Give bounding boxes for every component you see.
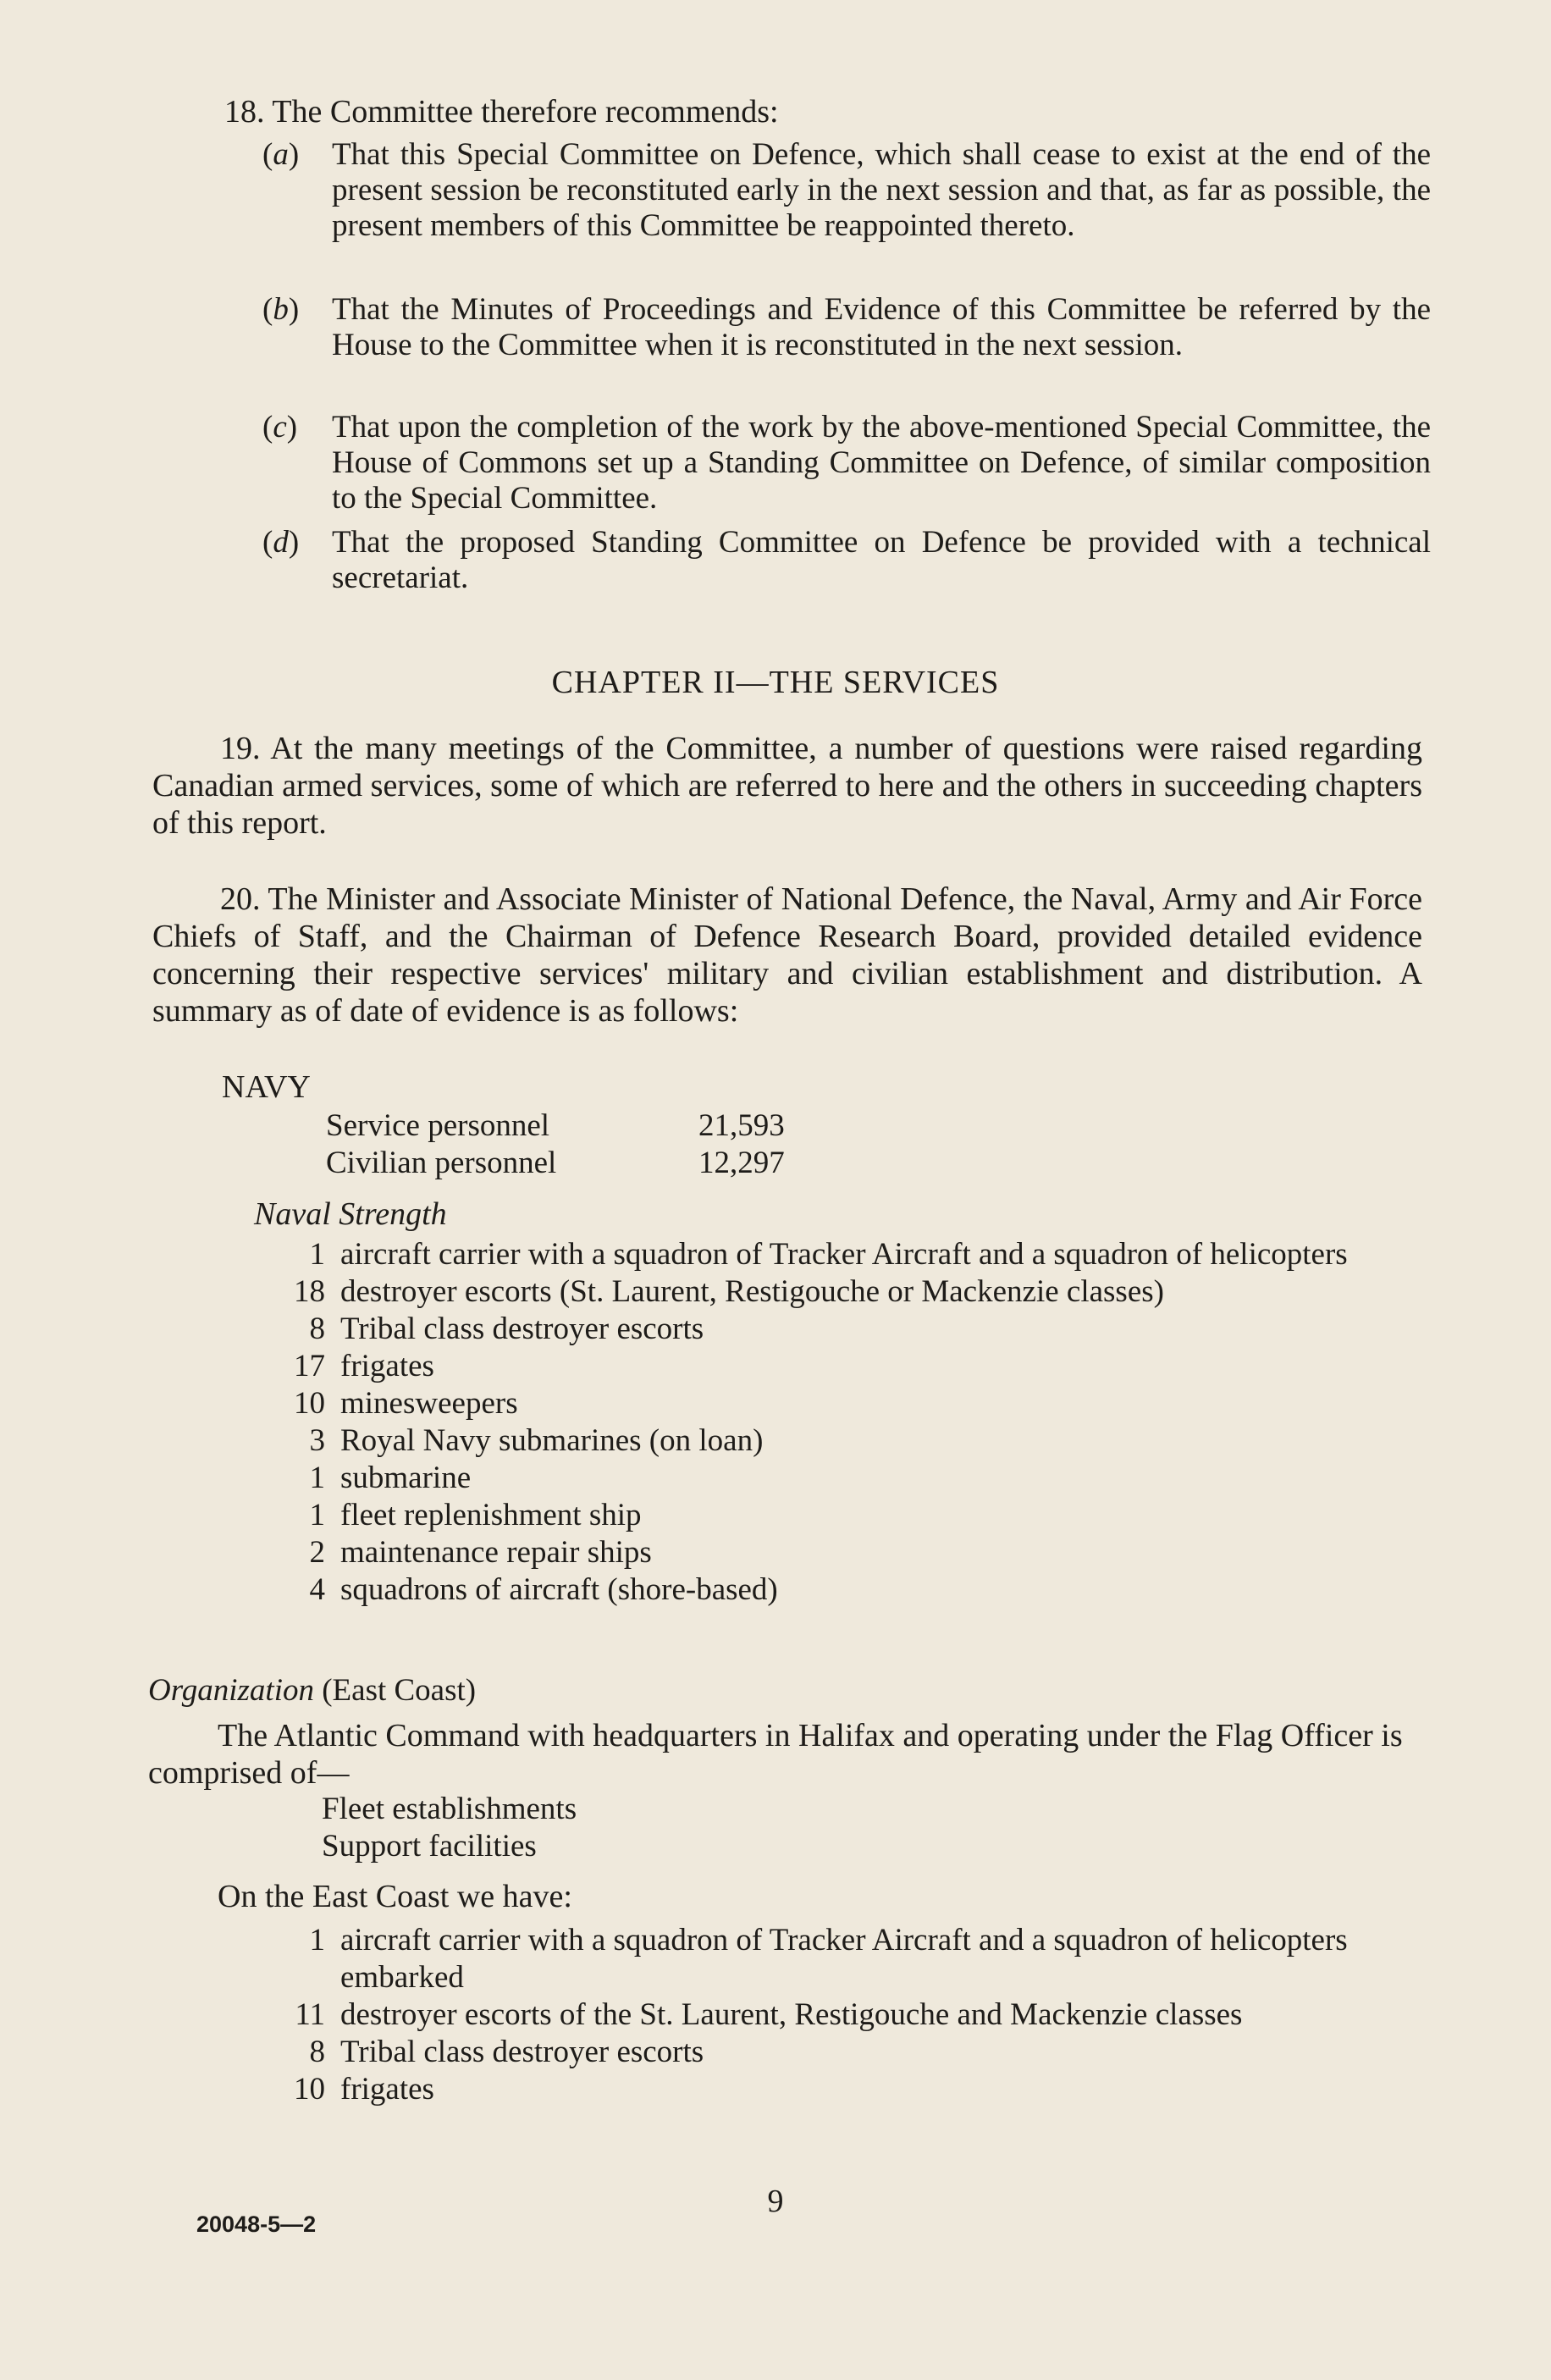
item-quantity: 2: [309, 1535, 325, 1570]
list-item: [271, 1385, 1431, 1422]
paragraph-text: The Minister and Associate Minister of National Defence, the Naval, Army and Air Force Chiefs of Staff, and the Chairman of Defence Research Board, provided detailed evidence concerning their respective services' military and civilian establishment and distribution. A summary as of date of evidence is as follows:: [152, 881, 1422, 1029]
item-description: minesweepers: [340, 1386, 518, 1421]
item-quantity: 1: [309, 1498, 325, 1532]
list-item: [271, 1497, 1431, 1534]
recommendation-label: (b): [262, 292, 300, 327]
recommendation-text: That the Minutes of Proceedings and Evidence of this Committee be referred by the House to the Committee when it is reconstituted in the next session.: [332, 292, 1431, 362]
recommendation-b: [262, 292, 1431, 363]
recommendation-label: (d): [262, 525, 300, 560]
recommendation-label: (a): [262, 137, 300, 172]
list-item: [271, 1922, 1431, 1996]
organization-heading: [148, 1672, 476, 1709]
list-item: [271, 1460, 1431, 1497]
personnel-table: [326, 1107, 851, 1182]
recommendation-text: That the proposed Standing Committee on Defence be provided with a technical secretariat.: [332, 525, 1431, 595]
list-item: [271, 1571, 1431, 1609]
component-item: Fleet establishments: [322, 1792, 577, 1826]
organization-subtitle: (East Coast): [322, 1673, 477, 1708]
item-description: aircraft carrier with a squadron of Tracker Aircraft and a squadron of helicopters embarked: [340, 1923, 1348, 1995]
item-quantity: 1: [309, 1461, 325, 1495]
item-description: frigates: [340, 2072, 434, 2107]
paragraph-text: At the many meetings of the Committee, a number of questions were raised regarding Canadian armed services, some of which are referred to here and the others in succeeding chapters of this report.: [152, 731, 1422, 841]
recommendation-text: That this Special Committee on Defence, which shall cease to exist at the end of the present session be reconstituted early in the next session and that, as far as possible, the present members of this Committee be reappointed thereto.: [332, 137, 1431, 243]
personnel-label: Civilian personnel: [326, 1146, 557, 1180]
personnel-label: Service personnel: [326, 1108, 550, 1143]
item-quantity: 10: [294, 2072, 325, 2107]
paragraph-18-intro: [224, 93, 1427, 130]
list-item: [271, 2071, 1431, 2108]
item-quantity: 8: [309, 2035, 325, 2069]
item-quantity: 4: [309, 1572, 325, 1607]
paragraph-number: 18.: [224, 94, 265, 130]
item-quantity: 10: [294, 1386, 325, 1421]
item-quantity: 11: [295, 1997, 325, 2032]
recommendation-a: [262, 137, 1431, 244]
recommendation-text: That upon the completion of the work by the above-mentioned Special Committee, the House of Commons set up a Standing Committee on Defence, of similar composition to the Special Committee.: [332, 410, 1431, 516]
list-item: [271, 1273, 1431, 1311]
list-item: [271, 1422, 1431, 1460]
paragraph-19: [152, 730, 1422, 842]
paragraph-number: 19.: [220, 731, 261, 766]
naval-strength-list: [271, 1236, 1431, 1609]
organization-title: Organization: [148, 1673, 314, 1708]
item-quantity: 17: [294, 1349, 325, 1383]
print-code: 20048-5—2: [196, 2212, 317, 2237]
item-description: Tribal class destroyer escorts: [340, 1311, 704, 1346]
paragraph-number: 20.: [220, 881, 261, 917]
item-description: submarine: [340, 1461, 472, 1495]
east-coast-list: [271, 1922, 1431, 2108]
paragraph-20: [152, 881, 1422, 1030]
naval-strength-heading: Naval Strength: [254, 1196, 447, 1232]
page-number: 9: [767, 2184, 784, 2219]
item-quantity: 1: [309, 1923, 325, 1958]
paragraph-text: The Committee therefore recommends:: [272, 94, 779, 130]
recommendation-c: [262, 410, 1431, 516]
personnel-value: 21,593: [698, 1108, 785, 1143]
item-description: destroyer escorts (St. Laurent, Restigouche or Mackenzie classes): [340, 1274, 1164, 1309]
item-description: Tribal class destroyer escorts: [340, 2035, 704, 2069]
list-item: [271, 1311, 1431, 1348]
list-item: [271, 1534, 1431, 1571]
item-quantity: 1: [309, 1237, 325, 1272]
recommendation-label: (c): [262, 410, 298, 445]
chapter-title: CHAPTER II—THE SERVICES: [551, 665, 1000, 700]
east-coast-intro: On the East Coast we have:: [218, 1879, 572, 1914]
item-description: aircraft carrier with a squadron of Tracker Aircraft and a squadron of helicopters: [340, 1237, 1348, 1272]
list-item: [271, 1348, 1431, 1385]
list-item: [271, 2034, 1431, 2071]
component-item: Support facilities: [322, 1829, 537, 1864]
item-description: maintenance repair ships: [340, 1535, 652, 1570]
personnel-row: [326, 1145, 851, 1182]
item-description: frigates: [340, 1349, 434, 1383]
personnel-value: 12,297: [698, 1146, 785, 1180]
item-description: fleet replenishment ship: [340, 1498, 642, 1532]
personnel-row: [326, 1107, 851, 1145]
organization-components: [322, 1791, 577, 1865]
item-quantity: 8: [309, 1311, 325, 1346]
item-description: destroyer escorts of the St. Laurent, Restigouche and Mackenzie classes: [340, 1997, 1243, 2032]
recommendation-d: [262, 525, 1431, 596]
navy-heading: NAVY: [222, 1069, 311, 1105]
list-item: [271, 1236, 1431, 1273]
item-description: Royal Navy submarines (on loan): [340, 1423, 764, 1458]
item-description: squadrons of aircraft (shore-based): [340, 1572, 778, 1607]
item-quantity: 3: [309, 1423, 325, 1458]
list-item: [271, 1996, 1431, 2034]
organization-text: The Atlantic Command with headquarters in Halifax and operating under the Flag Officer is comprised of—: [148, 1718, 1403, 1791]
item-quantity: 18: [294, 1274, 325, 1309]
